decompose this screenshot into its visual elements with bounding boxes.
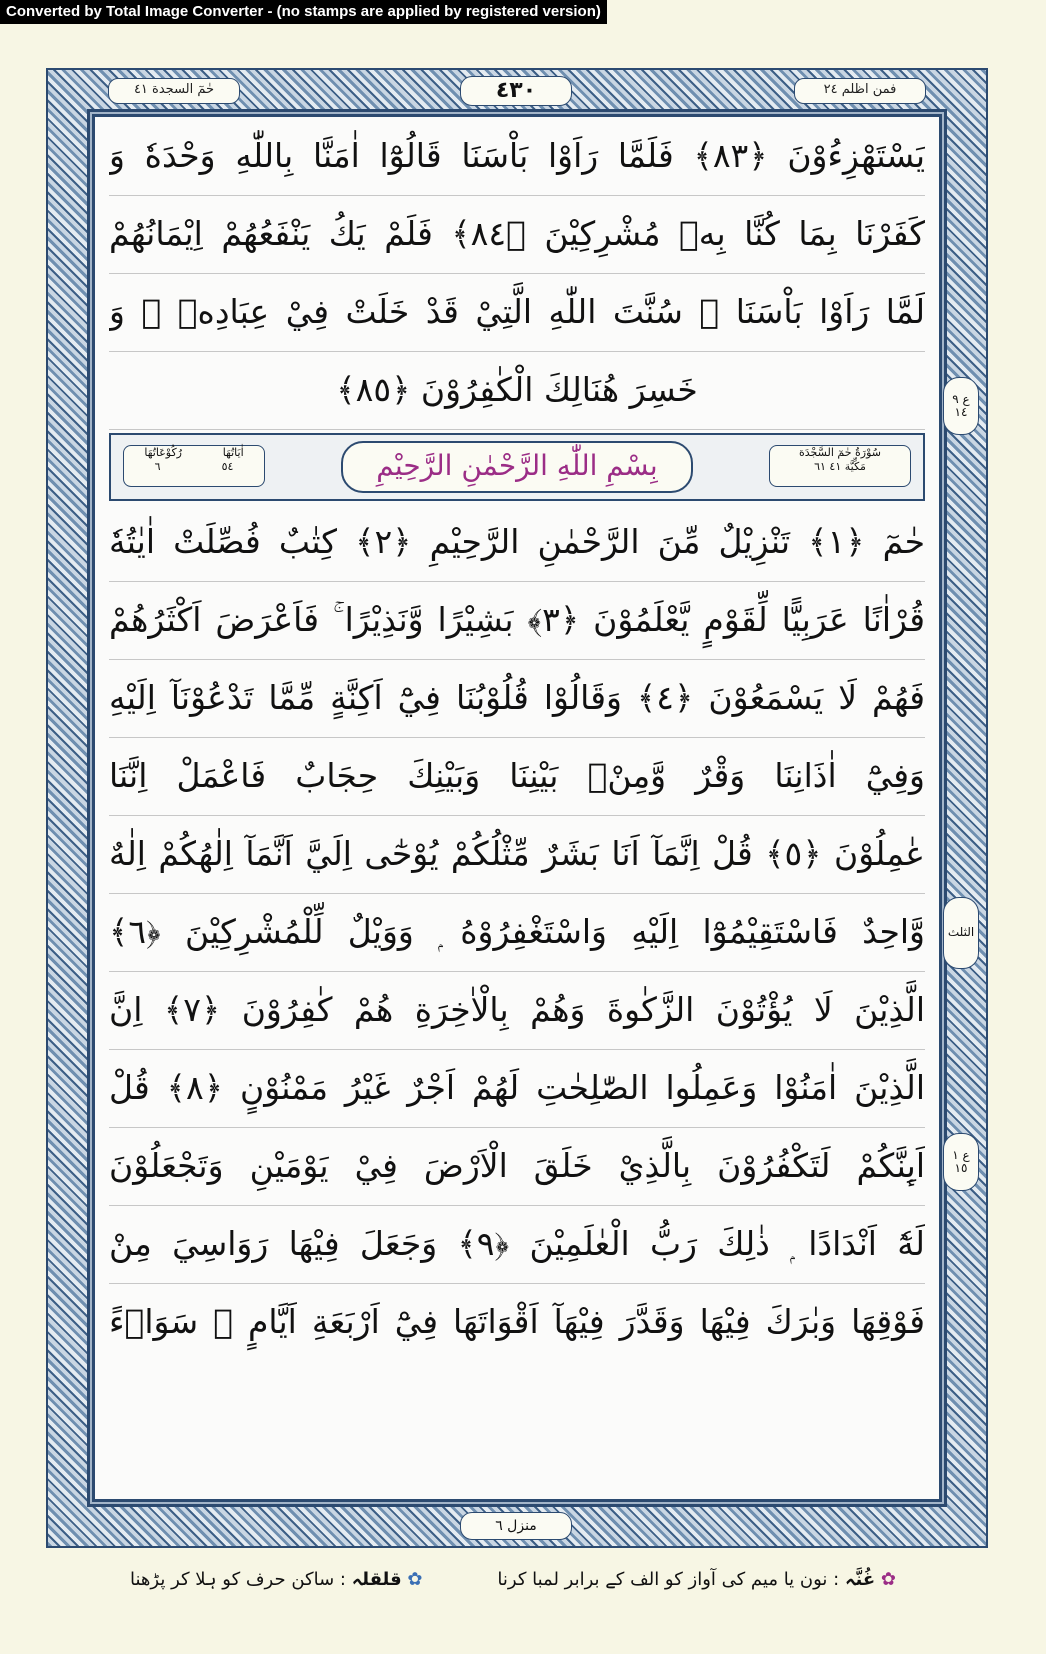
- ruku-marker-top: ع ٩ ١٤: [943, 377, 979, 435]
- verse-line: وَّاحِدٌ فَاسْتَقِيْمُوْٓا اِلَيْهِ وَاسْتَغْفِرُوْهُ ۭ وَوَيْلٌ لِّلْمُشْرِكِيْنَ ﴿٦﴾: [109, 893, 925, 972]
- para-name-plate: فمن اظلم ٢٤: [794, 78, 926, 104]
- ruku-label: رُكُوْعَاتُهَا: [144, 446, 182, 459]
- surah-info-sub: مَكِّيَّة ٤١ ٦١: [814, 460, 866, 474]
- text-area: [92, 114, 975, 1502]
- ghunna-term: غُنَّہ: [844, 1569, 876, 1590]
- surah-name-plate: حٰمٓ السجدة ٤١: [108, 78, 240, 104]
- verse-line: فَوْقِهَا وَبٰرَكَ فِيْهَا وَقَدَّرَ فِيْهَآ اَقْوَاتَهَا فِيْٓ اَرْبَعَةِ اَيَّامٍ ۭ سَوَاۗءً: [109, 1302, 925, 1341]
- ghunna-desc: : نون یا میم کی آواز کو الف کے برابر لمبا کرنا: [497, 1569, 840, 1590]
- converter-banner: Converted by Total Image Converter - (no stamps are applied by registered version): [0, 0, 607, 24]
- verse-line: الَّذِيْنَ لَا يُؤْتُوْنَ الزَّكٰوةَ وَهُمْ بِالْاٰخِرَةِ هُمْ كٰفِرُوْنَ ﴿٧﴾ اِنَّ: [109, 971, 925, 1050]
- verse-line: اَىِٕنَّكُمْ لَتَكْفُرُوْنَ بِالَّذِيْ خَلَقَ الْاَرْضَ فِيْ يَوْمَيْنِ وَتَجْعَلُوْنَ: [109, 1127, 925, 1206]
- ruku-marker-bottom: ع ١ ١٥: [943, 1133, 979, 1191]
- verse-line: عٰمِلُوْنَ ﴿٥﴾ قُلْ اِنَّمَآ اَنَا بَشَرٌ مِّثْلُكُمْ يُوْحٰٓى اِلَيَّ اَنَّمَآ اِلٰهُكُمْ اِلٰهٌ: [109, 815, 925, 894]
- page-border-frame: [46, 68, 988, 1548]
- surah-info-box: [769, 445, 911, 487]
- ruku-count: ٦: [154, 460, 161, 474]
- verse-line: الَّذِيْنَ اٰمَنُوْا وَعَمِلُوا الصّٰلِحٰتِ لَهُمْ اَجْرٌ غَيْرُ مَمْنُوْنٍ ﴿٨﴾ قُلْ: [109, 1049, 925, 1128]
- qalqala-desc: : ساکن حرف کو ہلا کر پڑھنا: [130, 1569, 346, 1590]
- page-number: ٤٣٠: [460, 76, 572, 106]
- verse-line: فَهُمْ لَا يَسْمَعُوْنَ ﴿٤﴾ وَقَالُوْا قُلُوْبُنَا فِيْٓ اَكِنَّةٍ مِّمَّا تَدْعُوْنَآ اِلَيْهِ: [109, 659, 925, 738]
- legend-qalqala: [130, 1562, 423, 1598]
- verse-line: يَسْتَهْزِءُوْنَ ﴿٨٣﴾ فَلَمَّا رَاَوْا بَاْسَنَا قَالُوْٓا اٰمَنَّا بِاللّٰهِ وَحْدَهٗ وَ: [109, 117, 925, 196]
- verse-line: قُرْاٰنًا عَرَبِيًّا لِّقَوْمٍ يَّعْلَمُوْنَ ﴿٣﴾ بَشِيْرًا وَّنَذِيْرًا ۚ فَاَعْرَضَ اَكْثَرُهُمْ: [109, 581, 925, 660]
- flower-icon: ✿: [407, 1569, 423, 1590]
- ayat-count: ٥٤: [221, 460, 234, 474]
- flower-icon: ✿: [880, 1569, 896, 1590]
- verse-line: وَفِيْٓ اٰذَانِنَا وَقْرٌ وَّمِنْۢ بَيْنِنَا وَبَيْنِكَ حِجَابٌ فَاعْمَلْ اِنَّنَا: [109, 737, 925, 816]
- ayat-ruku-info-box: [123, 445, 265, 487]
- verse-line: لَمَّا رَاَوْا بَاْسَنَا ۭ سُنَّتَ اللّٰهِ الَّتِيْ قَدْ خَلَتْ فِيْ عِبَادِهٖ ۚ وَ: [109, 273, 925, 352]
- surah-info-label: سُوْرَةُ حٰمٓ السَّجْدَة: [799, 446, 881, 459]
- verse-lines: [95, 117, 939, 1499]
- surah-header: [109, 433, 925, 501]
- legend-ghunna: [497, 1562, 896, 1598]
- verse-line: كَفَرْنَا بِمَا كُنَّا بِهٖ مُشْرِكِيْنَ ﴿٨٤﴾ فَلَمْ يَكُ يَنْفَعُهُمْ اِيْمَانُهُمْ: [109, 195, 925, 274]
- thuluth-marker: الثلث: [943, 897, 979, 969]
- qalqala-term: قلقلہ: [351, 1569, 402, 1590]
- ayat-label: اٰيَاتُهَا: [222, 446, 244, 459]
- verse-line: خَسِرَ هُنَالِكَ الْكٰفِرُوْنَ ﴿٨٥﴾: [109, 351, 925, 430]
- bismillah: بِسْمِ اللّٰهِ الرَّحْمٰنِ الرَّحِيْمِ: [341, 441, 693, 493]
- manzil-label: منزل ٦: [460, 1512, 572, 1540]
- verse-line: لَهٗٓ اَنْدَادًا ۭ ذٰلِكَ رَبُّ الْعٰلَمِيْنَ ﴿٩﴾ وَجَعَلَ فِيْهَا رَوَاسِيَ مِنْ: [109, 1205, 925, 1284]
- verse-line: حٰمٓ ﴿١﴾ تَنْزِيْلٌ مِّنَ الرَّحْمٰنِ الرَّحِيْمِ ﴿٢﴾ كِتٰبٌ فُصِّلَتْ اٰيٰتُهٗ: [109, 503, 925, 582]
